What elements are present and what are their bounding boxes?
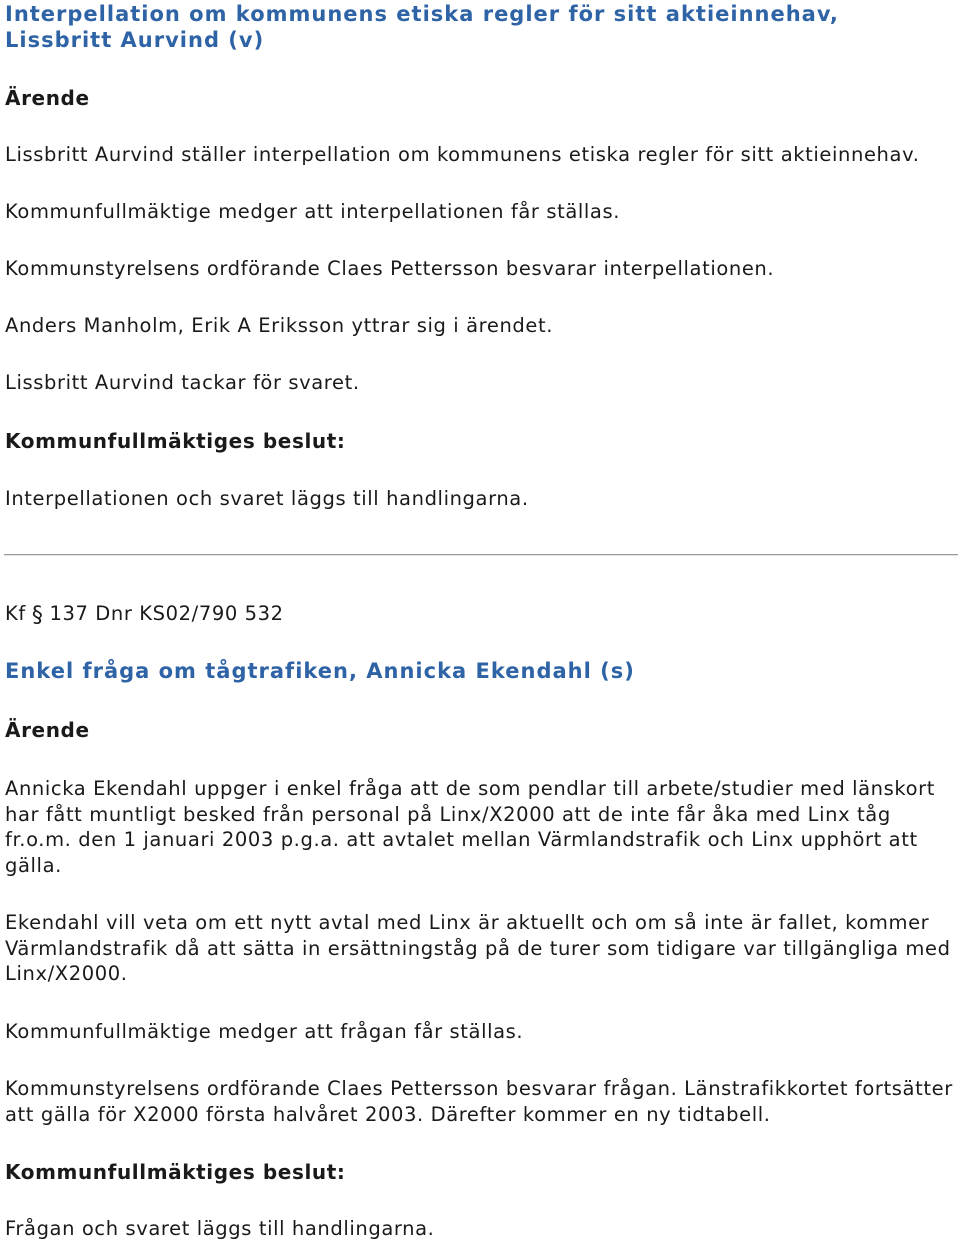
item1-decision: Interpellationen och svaret läggs till handlingarna. xyxy=(5,487,529,510)
item2-paragraph: Kommunfullmäktige medger att frågan får ställas. xyxy=(5,1020,524,1043)
item1-paragraph: Kommunstyrelsens ordförande Claes Pettersson besvarar interpellationen. xyxy=(5,257,775,280)
item1-decision-heading: Kommunfullmäktiges beslut: xyxy=(5,429,346,453)
item1-title-line1: Interpellation om kommunens etiska regler för sitt aktieinnehav, xyxy=(5,2,839,26)
item1-paragraph: Lissbritt Aurvind ställer interpellation om kommunens etiska regler för sitt aktieinnehav. xyxy=(5,143,920,166)
item2-decision: Frågan och svaret läggs till handlingarna. xyxy=(5,1217,435,1240)
ref-number: 137 Dnr KS02/790 532 xyxy=(49,602,284,625)
ref-prefix: Kf xyxy=(5,602,26,625)
item2-arende-heading: Ärende xyxy=(5,718,90,742)
section-sign: § xyxy=(31,603,44,628)
item1-paragraph: Kommunfullmäktige medger att interpellationen får ställas. xyxy=(5,200,621,223)
item2-paragraph: Ekendahl vill veta om ett nytt avtal med Linx är aktuellt och om så inte är fallet, kommer Värmlandstrafik då att sätta in ersättningståg på de turer som tidigare var tillgängliga med Linx/X2000. xyxy=(5,911,951,985)
item1-arende-heading: Ärende xyxy=(5,86,90,110)
item1-paragraph: Lissbritt Aurvind tackar för svaret. xyxy=(5,371,360,394)
item2-paragraph: Kommunstyrelsens ordförande Claes Pettersson besvarar frågan. Länstrafikkortet fortsätter att gälla för X2000 första halvåret 2003. Därefter kommer en ny tidtabell. xyxy=(5,1077,953,1126)
item2-title: Enkel fråga om tågtrafiken, Annicka Ekendahl (s) xyxy=(5,659,635,683)
item1-paragraph: Anders Manholm, Erik A Eriksson yttrar sig i ärendet. xyxy=(5,314,554,337)
item2-decision-heading: Kommunfullmäktiges beslut: xyxy=(5,1160,346,1184)
item1-title-line2: Lissbritt Aurvind (v) xyxy=(5,28,265,52)
item2-paragraph: Annicka Ekendahl uppger i enkel fråga att de som pendlar till arbete/studier med länskort har fått muntligt besked från personal på Linx/X2000 att de inte får åka med Linx tåg fr.o.m. den 1 januari 2003 p.g.a. att avtalet mellan Värmlandstrafik och Linx upphört att gälla. xyxy=(5,777,935,877)
section-divider xyxy=(4,554,958,556)
item2-reference xyxy=(5,601,284,627)
